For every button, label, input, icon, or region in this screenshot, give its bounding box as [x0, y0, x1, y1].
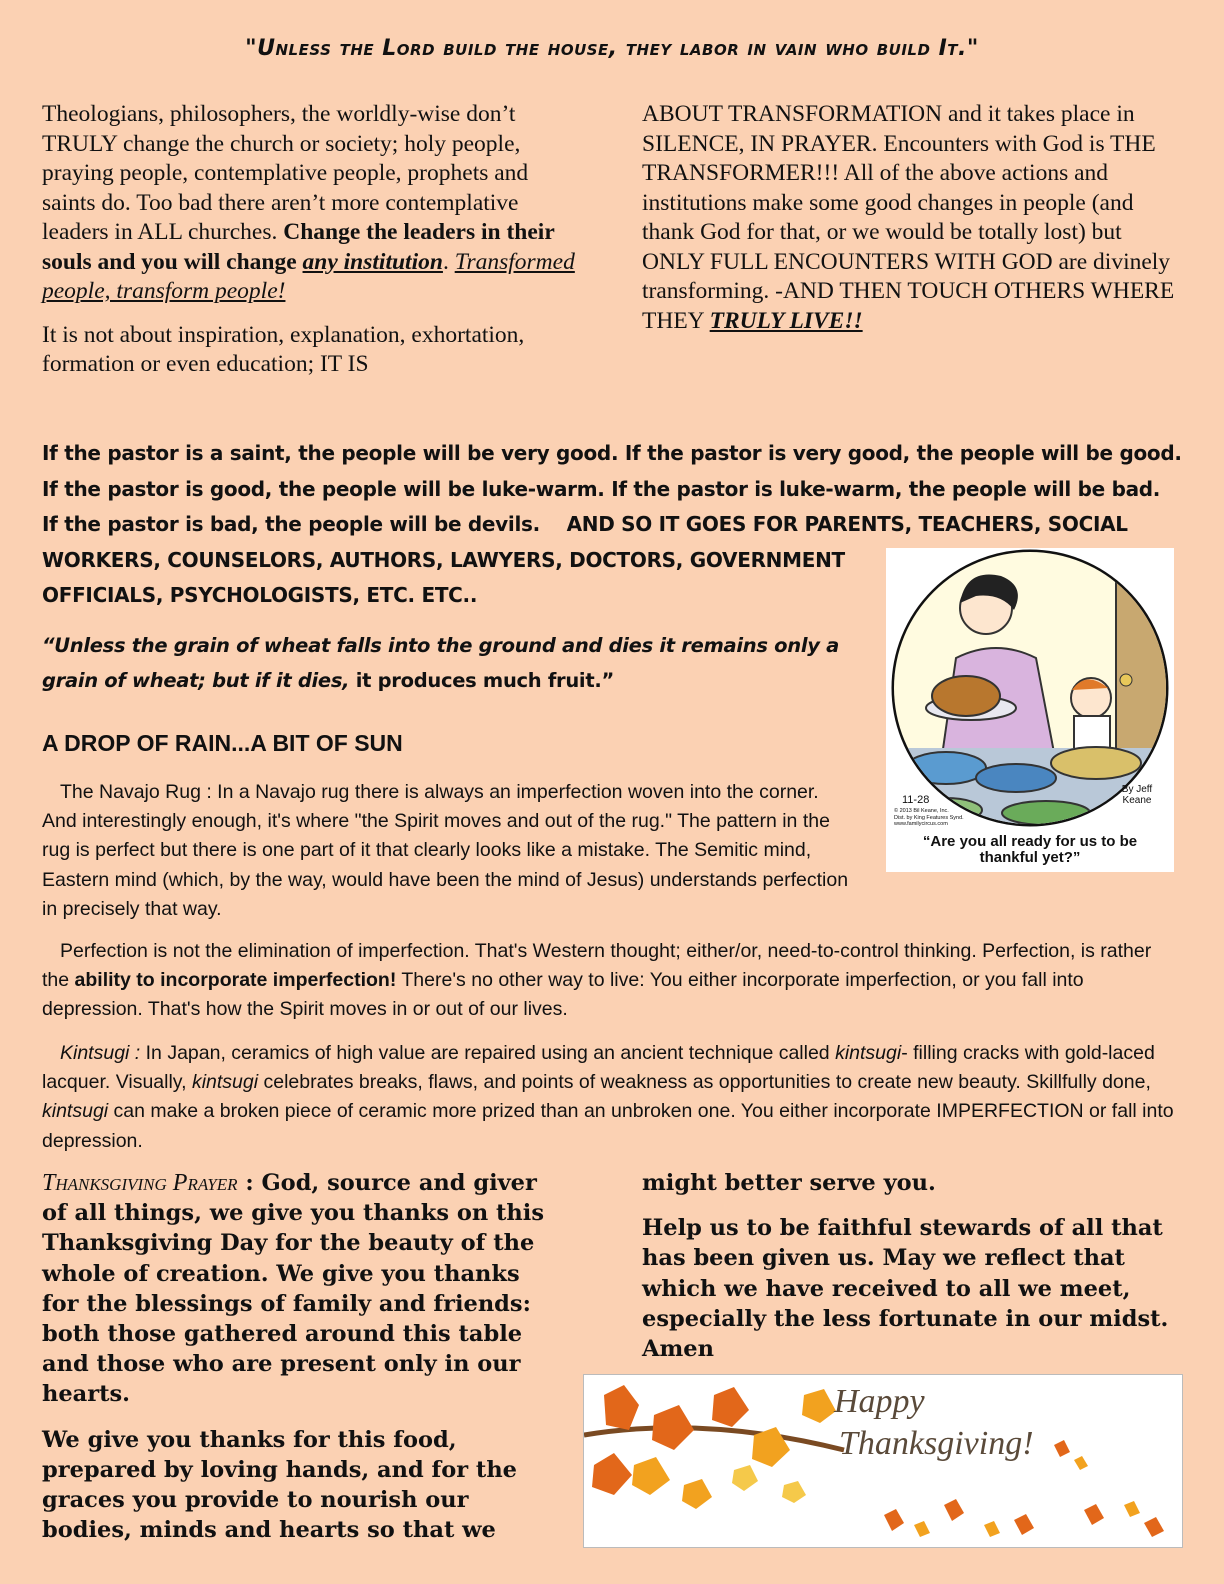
kintsugi-word: kintsugi [835, 1042, 902, 1064]
prayer-right-column [642, 1168, 1172, 1379]
kintsugi-word: kintsugi [191, 1071, 259, 1094]
much-fruit-text: it produces much fruit.” [355, 669, 614, 692]
happy-thanksgiving-banner [583, 1374, 1183, 1548]
transformed-text: Transformed [454, 248, 575, 275]
pastor-line-3a: If the pastor is bad, the people will be devils. [42, 512, 540, 536]
right-column [642, 100, 1182, 350]
grain-text: “Unless the grain of wheat falls into the ground and dies it remains only a grain of wheat; but if it dies, [42, 634, 839, 692]
comic-credit-1: © 2013 Bil Keane, Inc. [894, 808, 949, 814]
pastor-line-3b: AND SO IT GOES FOR PARENTS, TEACHERS, SOCIAL [566, 512, 1128, 536]
prayer-paragraph-2: We give you thanks for this food, prepared by loving hands, and for the graces you provide to nourish our bodies, minds and hearts so that we [42, 1426, 517, 1544]
comic-date: 11-28 [902, 794, 930, 806]
any-institution-text: any institution [302, 248, 443, 275]
comic-signature: By Jeff Keane [1121, 784, 1153, 806]
pastor-line-5: OFFICIALS, PSYCHOLOGISTS, ETC. ETC.. [42, 583, 478, 607]
comic-credit-2: Dist. by King Features Synd. [894, 814, 964, 821]
incorporate-imperfection-text: ability to incorporate imperfection! [74, 969, 397, 992]
leaders-bold-text: Change the leaders in their souls and you will change [42, 219, 555, 275]
perfection-text-a: Perfection is not the elimination of imperfection. That's Western thought; either/or, need-to-control thinking. Perfection, is rather the [42, 940, 1152, 992]
leaders-paragraph [42, 100, 582, 307]
kintsugi-paragraph [42, 1039, 1182, 1156]
rain-sun-heading: A DROP OF RAIN...A BIT OF SUN [42, 730, 403, 756]
comic-caption: “Are you all ready for us to be thankful yet?” [922, 833, 1138, 866]
family-circus-comic [886, 548, 1174, 872]
transformer-paragraph [642, 100, 1182, 336]
perfection-paragraph [42, 937, 1182, 1025]
prayer-left-column [42, 1168, 562, 1560]
pastor-line-4: WORKERS, COUNSELORS, AUTHORS, LAWYERS, DOCTORS, GOVERNMENT [42, 547, 845, 572]
comic-credits [894, 808, 984, 828]
period: . [442, 248, 455, 275]
kintsugi-label: Kintsugi : [60, 1042, 141, 1064]
kintsugi-text-b: - filling cracks with gold-laced lacquer. Visually, [42, 1042, 1155, 1094]
banner-happy: Happy [834, 1383, 925, 1420]
prayer-label: Thanksgiving Prayer [42, 1170, 238, 1196]
pastor-line-3 [42, 507, 1182, 543]
leaders-text: Theologians, philosophers, the worldly-wise don’t TRULY change the church or society; holy people, praying people, contemplative people, prophets and saints do. Too bad there aren’t more contemplative leaders in ALL churches. [42, 101, 529, 245]
pastor-line-1: If the pastor is a saint, the people will be very good. If the pastor is very good, the people will be good. [42, 441, 1182, 465]
transform-people-text: people, transform people! [42, 278, 286, 304]
perfection-text-c: There's no other way to live: You either incorporate imperfection, or you fall into depression. That's how the Spirit moves in or out of our lives. [42, 969, 1084, 1021]
kintsugi-text-d: can make a broken piece of ceramic more prized than an unbroken one. You either incorporate IMPERFECTION or fall into depression. [42, 1100, 1174, 1152]
banner-thanksgiving: Thanksgiving! [839, 1425, 1034, 1462]
grain-quote [42, 628, 862, 698]
page-title: "Unless the Lord build the house, they labor in vain who build It." [245, 36, 979, 61]
comic-credit-3: www.familycircus.com [894, 821, 948, 827]
transformer-text: ABOUT TRANSFORMATION and it takes place in SILENCE, IN PRAYER. Encounters with God is THE TRANSFORMER!!! All of the above actions and institutions make some good changes in people (and thank God for that, or we would be totally lost) but ONLY FULL ENCOUNTERS WITH GOD are divinely transforming. -AND THEN TOUCH OTHERS WHERE THEY [642, 101, 1175, 334]
prayer-paragraph-1 [42, 1168, 562, 1410]
pastor-line-2: If the pastor is good, the people will be luke-warm. If the pastor is luke-warm, the people will be bad. [42, 476, 1161, 501]
kintsugi-word: kintsugi [42, 1100, 109, 1123]
kintsugi-text-c: celebrates breaks, flaws, and points of weakness as opportunities to create new beauty. Skillfully done, [258, 1071, 1151, 1094]
prayer-text-1: : God, source and giver of all things, we give you thanks on this Thanksgiving Day for the beauty of the whole of creation. We give you thanks for the blessings of family and friends: both those gathered around this table and those who are present only in our hearts. [42, 1170, 544, 1408]
navajo-paragraph: The Navajo Rug : In a Navajo rug there is always an imperfection woven into the corner. And interestingly enough, it's where "the Spirit moves and out of the rug." The pattern in the rug is perfect but there is one part of it that clearly looks like a mistake. The Semitic mind, Eastern mind (which, by the way, would have been the mind of Jesus) understands perfection in precisely that way. [42, 781, 849, 920]
prayer-paragraph-3: might better serve you. [642, 1170, 936, 1196]
truly-live-text: TRULY LIVE!! [709, 307, 863, 334]
left-column [42, 100, 582, 394]
prayer-paragraph-4: Help us to be faithful stewards of all that has been given us. May we reflect that which we have received to all we meet, especially the less fortunate in our midst. Amen [642, 1215, 1169, 1363]
kintsugi-text-a: In Japan, ceramics of high value are repaired using an ancient technique called [140, 1042, 836, 1064]
transformation-paragraph: It is not about inspiration, explanation, exhortation, formation or even education; IT IS [42, 321, 525, 377]
